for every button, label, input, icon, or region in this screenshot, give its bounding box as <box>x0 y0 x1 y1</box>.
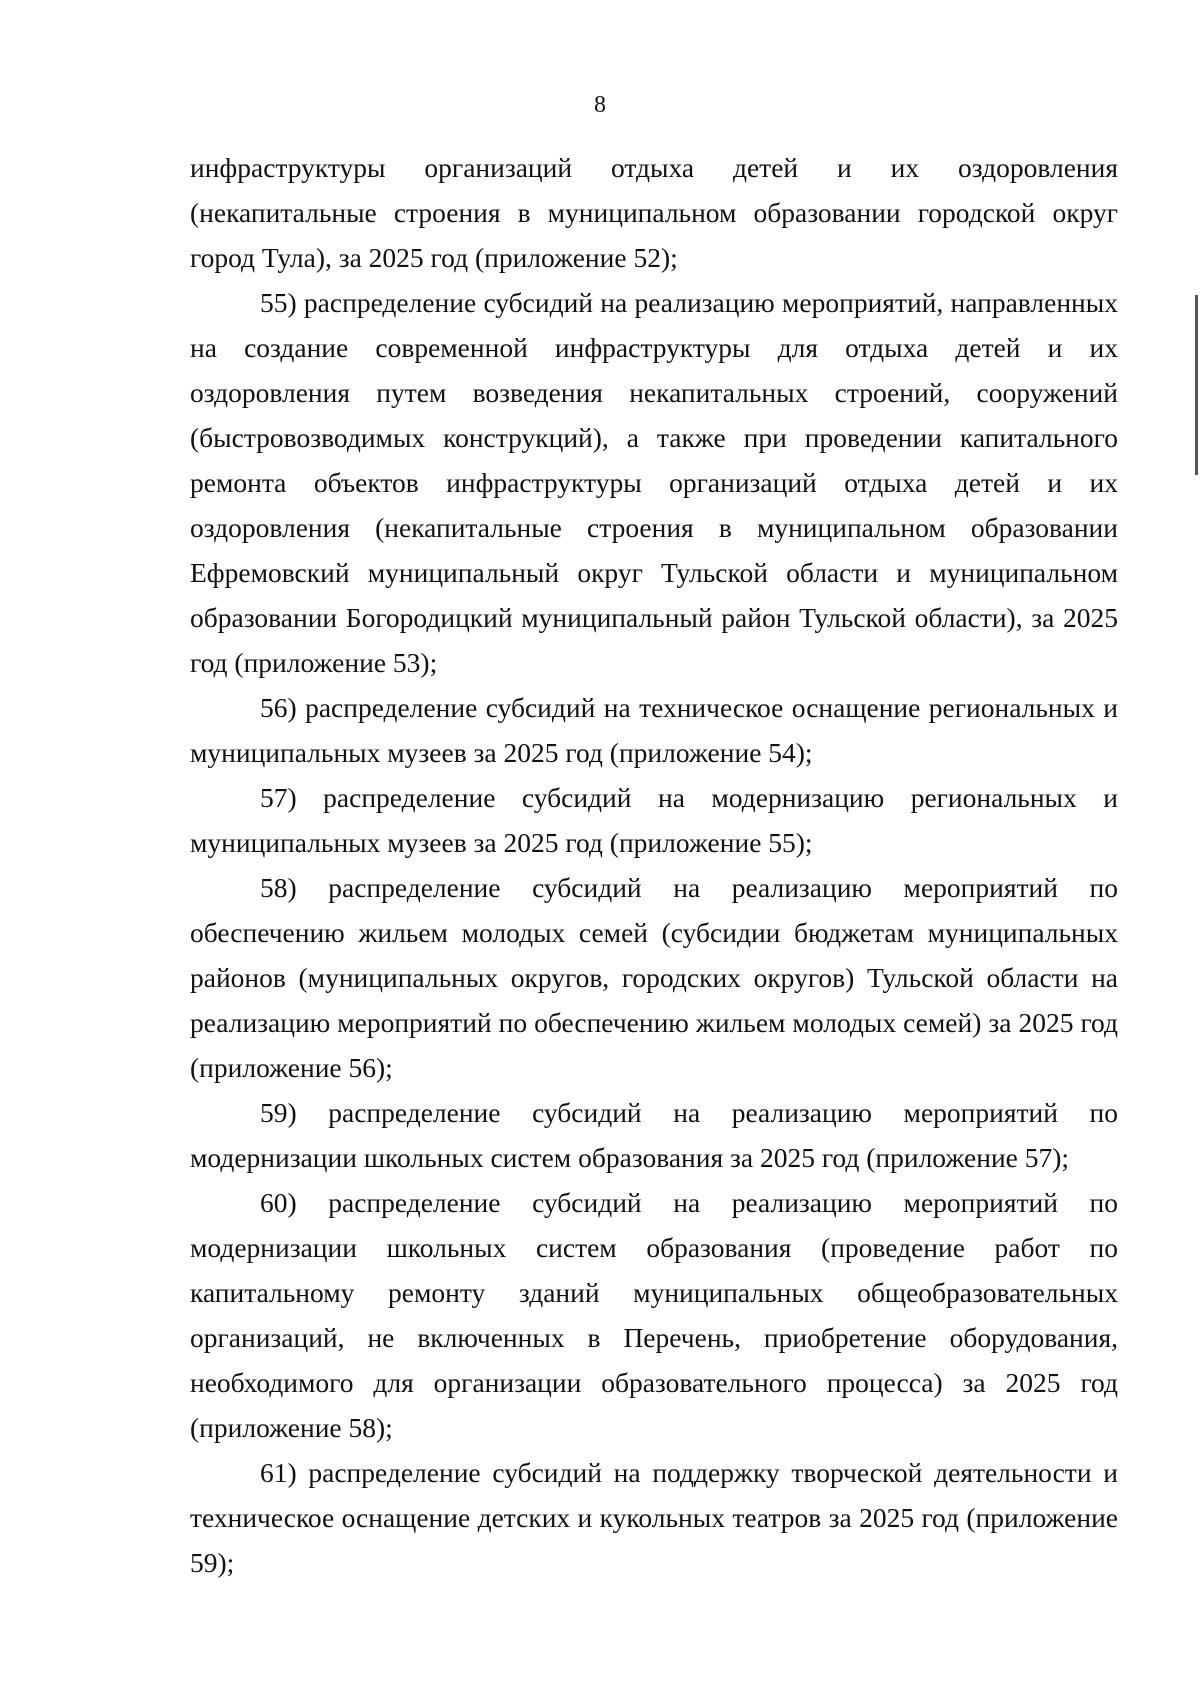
document-body <box>190 145 1118 1585</box>
list-item-60: 60) распределение субсидий на реализацию мероприятий по модернизации школьных систем образования (проведение работ по капитальному ремонту зданий муниципальных общеобразовательных организаций, не включенных в Перечень, приобретение оборудования, необходимого для организации образовательного процесса) за 2025 год (приложение 58); <box>190 1187 1118 1443</box>
list-item-55: 55) распределение субсидий на реализацию мероприятий, направленных на создание современной инфраструктуры для отдыха детей и их оздоровления путем возведения некапитальных строений, сооружений (быстровозводимых конструкций), а также при проведении капитального ремонта объектов инфраструктуры организаций отдыха детей и их оздоровления (некапитальные строения в муниципальном образовании Ефремовский муниципальный округ Тульской области и муниципальном образовании Богородицкий муниципальный район Тульской области), за 2025 год (приложение 53); <box>190 287 1118 678</box>
page-number: 8 <box>594 92 606 118</box>
list-item-57: 57) распределение субсидий на модернизацию региональных и муниципальных музеев за 2025 год (приложение 55); <box>190 782 1118 858</box>
scan-edge-mark <box>1195 295 1198 475</box>
list-item-59: 59) распределение субсидий на реализацию мероприятий по модернизации школьных систем образования за 2025 год (приложение 57); <box>190 1097 1118 1173</box>
paragraph-continuation: инфраструктуры организаций отдыха детей и их оздоровления (некапитальные строения в муниципальном образовании городской округ город Тула), за 2025 год (приложение 52); <box>190 152 1118 273</box>
list-item-61: 61) распределение субсидий на поддержку творческой деятельности и техническое оснащение детских и кукольных театров за 2025 год (приложение 59); <box>190 1457 1118 1578</box>
list-item-56: 56) распределение субсидий на техническое оснащение региональных и муниципальных музеев за 2025 год (приложение 54); <box>190 692 1118 768</box>
list-item-58: 58) распределение субсидий на реализацию мероприятий по обеспечению жильем молодых семей (субсидии бюджетам муниципальных районов (муниципальных округов, городских округов) Тульской области на реализацию мероприятий по обеспечению жильем молодых семей) за 2025 год (приложение 56); <box>190 872 1118 1083</box>
